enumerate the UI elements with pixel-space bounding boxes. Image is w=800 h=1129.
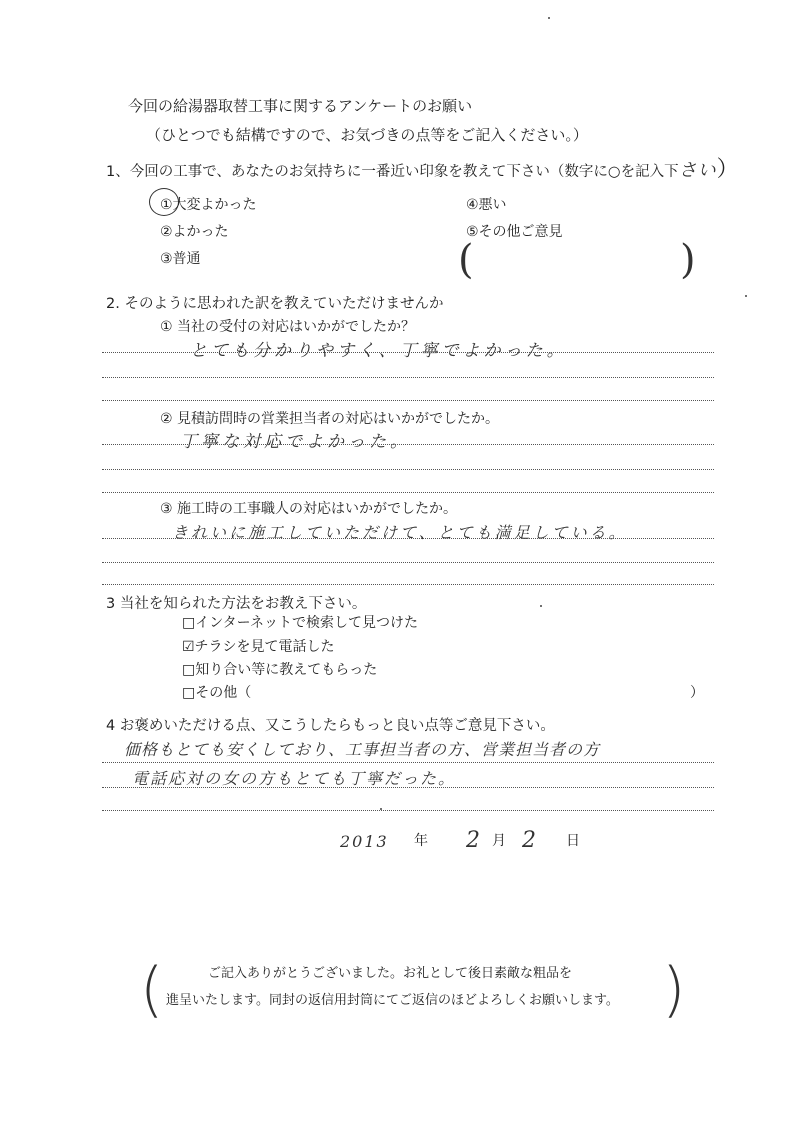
q2-sub3-label: ③ 施工時の工事職人の対応はいかがでしたか。 [160, 501, 457, 517]
answer-line [102, 538, 714, 539]
date-month: 2 [466, 828, 484, 853]
q1-option-other[interactable]: ⑤その他ご意見 [466, 224, 563, 240]
answer-line [102, 400, 714, 401]
survey-title: 今回の給湯器取替工事に関するアンケートのお願い [128, 97, 473, 115]
q3-option-internet[interactable]: □インターネットで検索して見つけた [182, 615, 418, 631]
date-month-unit: 月 [492, 833, 506, 849]
answer-line [102, 584, 714, 585]
q1-question-handwritten: さい [678, 160, 717, 181]
q2-sub2-label: ② 見積訪問時の営業担当者の対応はいかがでしたか。 [160, 411, 499, 427]
footer-bracket-right: ) [662, 955, 686, 1025]
date-year: 2013 [340, 832, 389, 851]
answer-line [102, 377, 714, 378]
date-day: 2 [522, 828, 540, 853]
scan-speck [745, 295, 747, 297]
scan-speck [540, 605, 542, 607]
footer-line1: ご記入ありがとうございました。お礼として後日素敵な粗品を [208, 966, 573, 981]
q3-other-close: ） [690, 685, 704, 701]
q3-option-acquaintance[interactable]: □知り合い等に教えてもらった [182, 662, 378, 678]
scan-speck [380, 808, 382, 810]
q3-question: 3 当社を知られた方法をお教え下さい。 [106, 596, 367, 612]
answer-line [102, 810, 714, 811]
answer-line [102, 492, 714, 493]
date-day-unit: 日 [566, 833, 580, 849]
date-year-unit: 年 [414, 833, 428, 849]
q1-option-normal[interactable]: ③普通 [160, 251, 201, 267]
q4-answer-line1: 価格もとても安くしており、工事担当者の方、営業担当者の方 [124, 740, 601, 759]
q4-answer-line2: 電話応対の女の方もとても丁寧だった。 [132, 769, 457, 788]
q3-option-other[interactable]: □その他（ [182, 685, 252, 701]
answer-line [102, 787, 714, 788]
answer-line [102, 562, 714, 563]
footer-bracket-left: ( [140, 955, 164, 1025]
q1-other-paren-open: ( [458, 237, 474, 283]
q2-sub3-answer: きれいに施工していただけて、とても満足している。 [172, 523, 628, 542]
q1-other-paren-close: ) [680, 237, 696, 283]
footer-line2: 進呈いたします。同封の返信用封筒にてご返信のほどよろしくお願いします。 [166, 993, 619, 1008]
scan-speck [548, 17, 550, 19]
q3-option-flyer-checked[interactable]: ☑チラシを見て電話した [182, 639, 335, 655]
survey-subtitle: （ひとつでも結構ですので、お気づきの点等をご記入ください。） [146, 126, 588, 144]
q1-option-bad[interactable]: ④悪い [466, 197, 507, 213]
answer-line [102, 352, 714, 353]
q1-question-text: 1、今回の工事で、あなたのお気持ちに一番近い印象を教えて下さい（数字に○を記入下 [106, 164, 679, 180]
q1-question-close: ） [716, 157, 739, 182]
answer-line [102, 444, 714, 445]
q1-question [106, 152, 739, 183]
answer-line [102, 762, 714, 763]
q2-question: 2. そのように思われた訳を教えていただけませんか [106, 296, 444, 312]
q2-sub1-answer: とても分かりやすく、丁寧でよかった。 [190, 341, 568, 361]
q2-sub1-label: ① 当社の受付の対応はいかがでしたか？ [160, 319, 415, 335]
q2-sub2-answer: 丁寧な対応でよかった。 [180, 432, 411, 452]
q1-option-good[interactable]: ②よかった [160, 224, 229, 240]
q1-option-very-good[interactable]: ①大変よかった [160, 197, 257, 213]
answer-line [102, 469, 714, 470]
q4-question: 4 お褒めいただける点、又こうしたらもっと良い点等ご意見下さい。 [106, 718, 555, 734]
